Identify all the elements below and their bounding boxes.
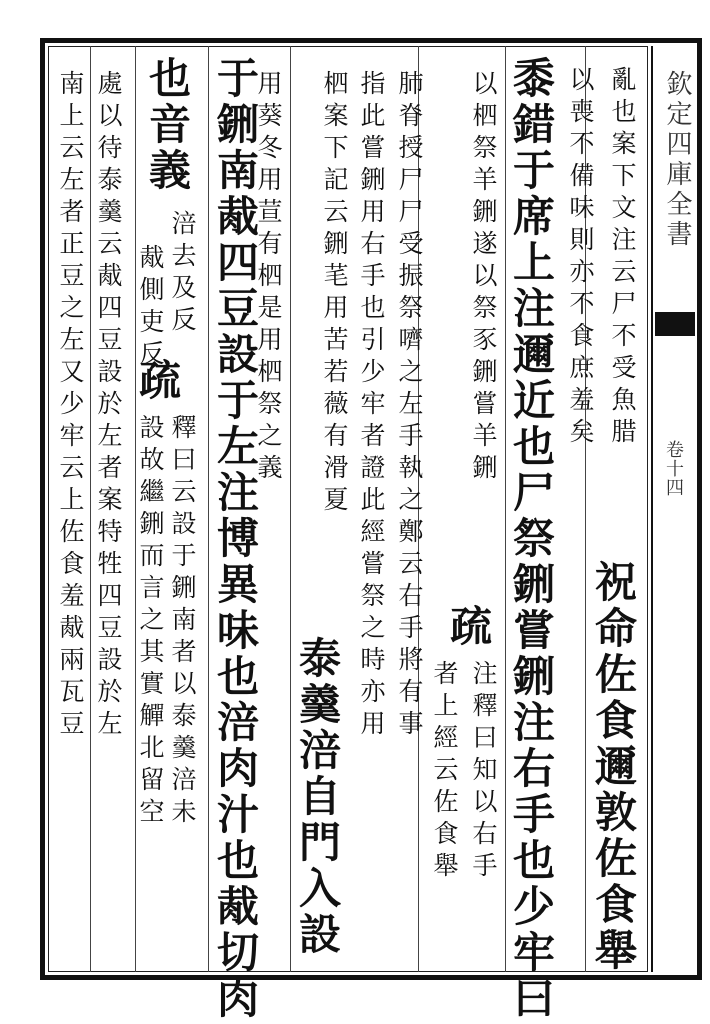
column-rule xyxy=(208,46,209,972)
text-column-4: 肺脊授尸尸受振祭嚌之左手執之鄭云右手將有事 xyxy=(395,70,424,742)
text-column-0: 祝命佐食邇敦佐食舉 xyxy=(589,560,638,974)
column-rule xyxy=(505,46,506,972)
text-column-12: 疏 xyxy=(133,358,182,404)
text-column-11: 也音義 xyxy=(143,56,192,194)
book-title: 欽定四庫全書 xyxy=(662,70,692,250)
text-column-1: 以喪不備味則亦不食庶羞矣 xyxy=(566,66,595,450)
column-rule xyxy=(290,46,291,972)
text-column-9: 用葵冬用荁有柶是用柶祭之義 xyxy=(254,70,283,486)
text-column-15: 南上云左者正豆之左又少牢云上佐食羞胾兩瓦豆 xyxy=(56,70,85,742)
text-column-7: 柶案下記云鉶芼用苦若薇有滑夏 xyxy=(320,70,349,518)
column-rule xyxy=(90,46,91,972)
fishtail-mark xyxy=(655,312,695,336)
text-column-8: 泰羹涪自門入設 xyxy=(293,636,342,958)
text-column-10: 于鉶南胾四豆設于左注博異味也涪肉汁也胾切肉 xyxy=(211,56,260,1022)
text-column-3: 以柶祭羊鉶遂以祭豕鉶嘗羊鉶 xyxy=(469,70,498,486)
text-column-3: 注釋曰知以右手 xyxy=(469,660,498,884)
text-column-14: 處以待泰羹云胾四豆設於左者案特牲四豆設於左 xyxy=(94,70,123,742)
text-column-11: 涪去及反 xyxy=(168,210,197,338)
text-column-13: 設故繼鉶而言之其實觶北留空 xyxy=(136,414,165,830)
text-column-3: 疏 xyxy=(444,604,493,650)
text-column-2: 黍錯于席上注邇近也尸祭鉶嘗鉶注右手也少牢曰 xyxy=(507,56,556,1022)
volume-number: 卷十四 xyxy=(663,440,684,497)
text-column-12: 胾側吏反 xyxy=(136,244,165,372)
text-column-12: 釋曰云設于鉶南者以泰羹涪未 xyxy=(168,414,197,830)
text-column-0: 亂也案下文注云尸不受魚腊 xyxy=(608,66,637,450)
text-column-5: 者上經云佐食舉 xyxy=(430,660,459,884)
text-column-6: 指此嘗鉶用右手也引少牢者證此經嘗祭之時亦用 xyxy=(357,70,386,742)
